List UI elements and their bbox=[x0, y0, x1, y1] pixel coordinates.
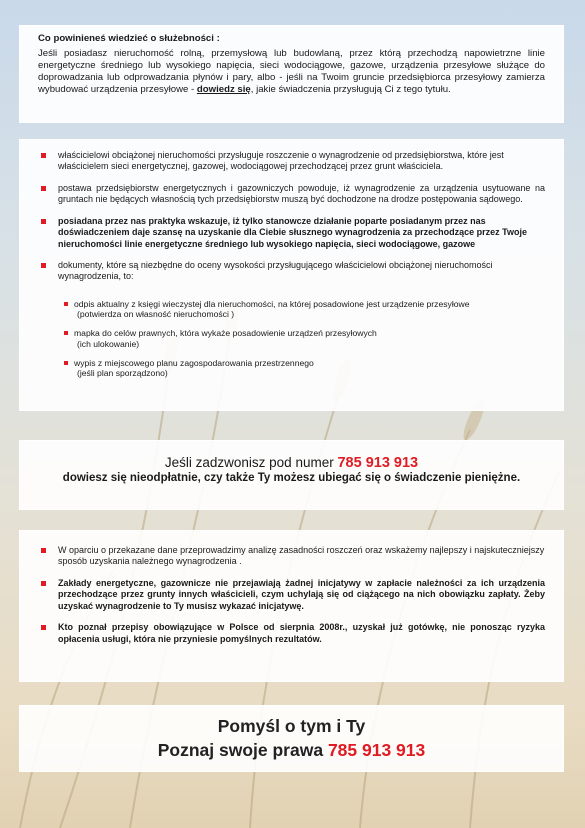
list-item bbox=[38, 622, 545, 645]
servitude-intro-box bbox=[19, 25, 564, 123]
list-item-text: postawa przedsiębiorstw energetycznych i gazowniczych powoduje, iż wynagrodzenie za urządzenia usytuowane na gruntach nie będących własnością tych przedsiębiorstw muszą być dochodzone na drodze postępowania sądowego. bbox=[58, 182, 545, 205]
call-line bbox=[20, 455, 563, 471]
list-item bbox=[38, 260, 545, 283]
list-item-text: Zakłady energetyczne, gazownicze nie przejawiają żadnej inicjatywy w zapłacie należności za ich urządzenia przechodzące przez grunty innych właścicieli, czym uchylają się od ciążącego na nich obowiązku zapłaty. Żeby uzyskać wynagrodzenie to Ty musisz wykazać inicjatywę. bbox=[58, 577, 545, 611]
phone-number[interactable]: 785 913 913 bbox=[327, 740, 426, 760]
document-item bbox=[60, 299, 545, 320]
document-text: mapka do celów prawnych, która wykaże posadowienie urządzeń przesyłowych bbox=[74, 328, 377, 339]
list-item bbox=[38, 216, 545, 250]
call-subtext: dowiesz się nieodpłatnie, czy także Ty możesz ubiegać się o świadczenie pieniężne. bbox=[62, 472, 521, 484]
bullet-icon bbox=[64, 331, 68, 335]
service-info-box bbox=[19, 530, 564, 682]
list-item-text: Kto poznał przepisy obowiązujące w Polsce od sierpnia 2008r., uzyskał już gotówkę, nie ponosząc ryzyka opłacenia usługi, która nie przyniesie pomyślnych rezultatów. bbox=[58, 622, 545, 644]
bullet-icon bbox=[41, 186, 46, 191]
call-text: Jeśli zadzwonisz pod numer bbox=[164, 455, 334, 470]
bullet-icon bbox=[64, 302, 68, 306]
call-to-action-box bbox=[19, 440, 564, 510]
bullet-icon bbox=[64, 361, 68, 365]
intro-text-end: , jakie świadczenia przysługują Ci z tego tytułu. bbox=[250, 83, 451, 95]
intro-text: Jeśli posiadasz nieruchomość rolną, przemysłową lub budowlaną, przez którą przechodzą napowietrzne linie energetyczne średniego lub wysokiego napięcia, sieci wodociągowe, gazowe, urządzenia przesyłowe służące do doprowadzania lub odprowadzania płynów i pary, albo - jeśli na Twoim gruncie przedsiębiorca przesyłowy zamierza wybudować urządzenia przesyłowe - bbox=[38, 47, 545, 95]
document-note: (potwierdza on własność nieruchomości ) bbox=[77, 309, 235, 320]
document-item bbox=[60, 328, 545, 349]
learn-more-link[interactable]: dowiedz się bbox=[196, 83, 251, 95]
bullet-icon bbox=[41, 625, 46, 630]
list-item-text: W oparciu o przekazane dane przeprowadzimy analizę zasadności roszczeń oraz wskażemy najlepszy i najskuteczniejszy sposób uzyskania należnego wynagrodzenia . bbox=[58, 545, 545, 567]
phone-number[interactable]: 785 913 913 bbox=[337, 455, 419, 471]
list-item bbox=[38, 150, 545, 173]
list-item-text: posiadana przez nas praktyka wskazuje, iż tylko stanowcze działanie poparte posiadanym przez nas doświadczeniem daje szansę na uzyskanie dla Ciebie słusznego wynagrodzenia za przechodzące przez Twoje nieruchomości linie energetyczne średniego lub wysokiego napięcia, sieci wodociągowe, gazowe bbox=[58, 215, 527, 249]
bullet-icon bbox=[41, 263, 46, 268]
bullet-icon bbox=[41, 219, 46, 224]
list-item-text: dokumenty, które są niezbędne do oceny wysokości przysługującego właścicielowi obciążonej nieruchomości wynagrodzenia, to: bbox=[58, 259, 493, 282]
document-note: (ich ulokowanie) bbox=[77, 338, 140, 349]
list-item bbox=[38, 578, 545, 612]
bullet-icon bbox=[41, 548, 46, 553]
list-item-text: właścicielowi obciążonej nieruchomości przysługuje roszczenie o wynagrodzenie od przedsiębiorstwa, które jest właścicielem sieci energetycznej, gazowej, wodociągowej przechodzącej przez grunt właściciela. bbox=[58, 150, 504, 172]
documents-list bbox=[38, 299, 545, 379]
intro-heading: Co powinieneś wiedzieć o służebności : bbox=[38, 33, 220, 44]
document-text: wypis z miejscowego planu zagospodarowania przestrzennego bbox=[74, 358, 314, 369]
intro-paragraph bbox=[38, 48, 545, 96]
closing-box bbox=[19, 705, 564, 772]
document-item bbox=[60, 358, 545, 379]
closing-headline: Pomyśl o tym i Ty bbox=[217, 716, 366, 736]
closing-line bbox=[20, 740, 563, 761]
list-item bbox=[38, 183, 545, 206]
document-note: (jeśli plan sporządzono) bbox=[77, 368, 168, 379]
rights-info-box bbox=[19, 139, 564, 411]
document-text: odpis aktualny z księgi wieczystej dla nieruchomości, na której posadowione jest urządzenie przesyłowe bbox=[74, 298, 470, 309]
bullet-icon bbox=[41, 581, 46, 586]
closing-text: Poznaj swoje prawa bbox=[157, 740, 324, 760]
bullet-icon bbox=[41, 153, 46, 158]
list-item bbox=[38, 545, 545, 568]
